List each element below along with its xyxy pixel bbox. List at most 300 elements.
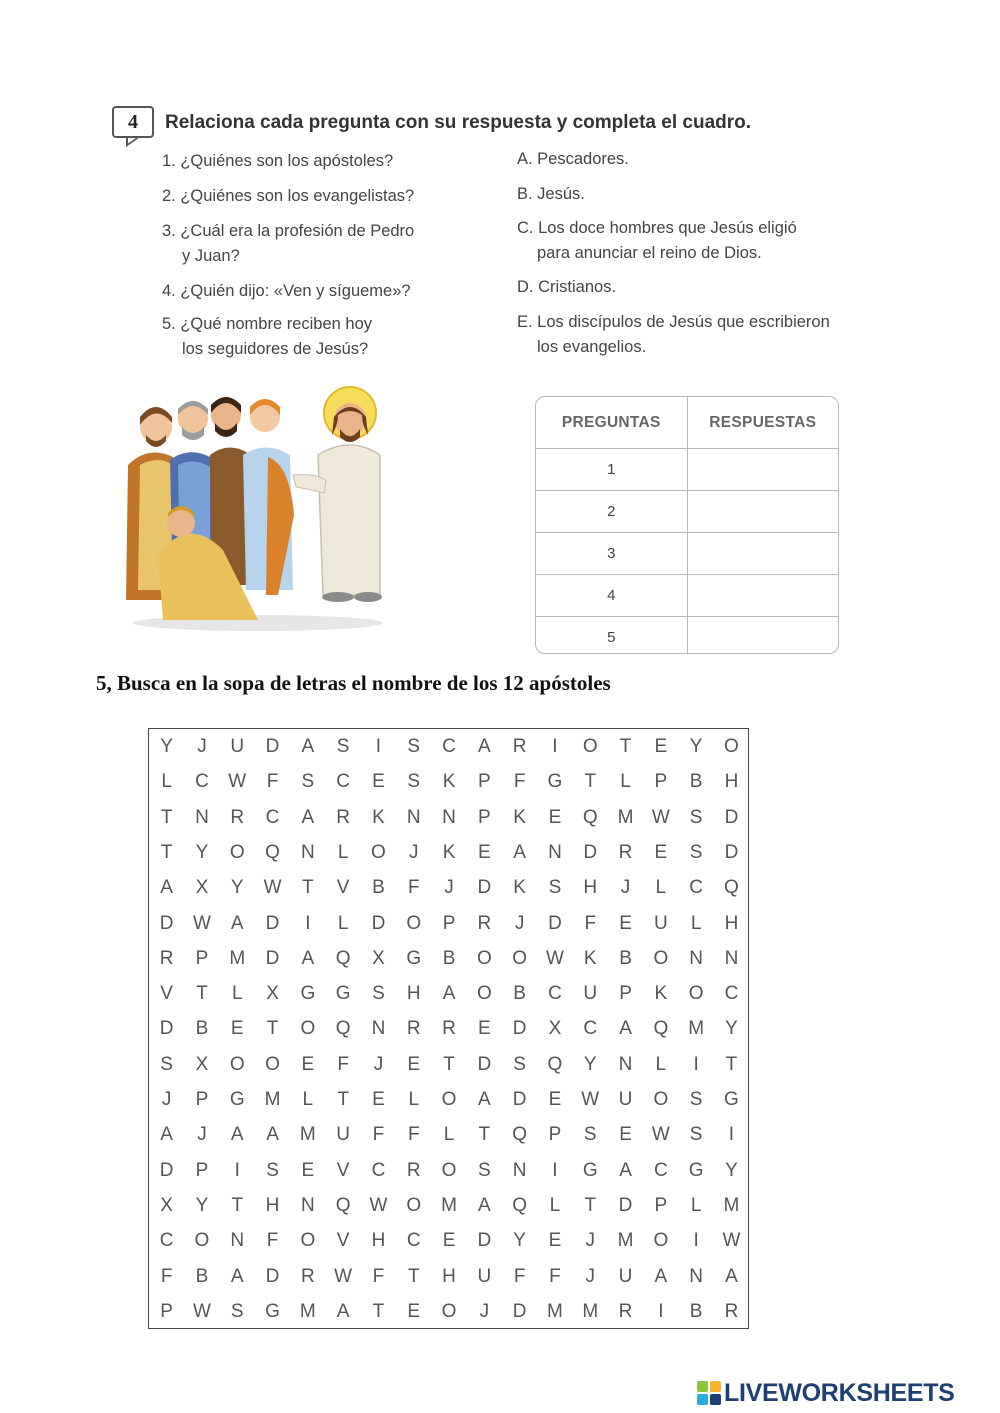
grid-letter[interactable]: P (477, 771, 491, 793)
grid-letter[interactable]: Q (653, 1018, 669, 1040)
grid-letter[interactable]: H (724, 771, 739, 793)
grid-letter[interactable]: L (337, 912, 349, 934)
grid-letter[interactable]: E (619, 912, 632, 934)
grid-letter[interactable]: G (335, 983, 351, 1005)
grid-letter[interactable]: M (582, 1300, 599, 1322)
grid-letter[interactable]: O (441, 1159, 457, 1181)
grid-letter[interactable]: I (234, 1159, 240, 1181)
grid-letter[interactable]: G (300, 983, 316, 1005)
grid-letter[interactable]: E (442, 1230, 456, 1252)
grid-letter[interactable]: M (688, 1018, 705, 1040)
grid-letter[interactable]: T (266, 1018, 279, 1040)
grid-letter[interactable]: M (229, 947, 246, 969)
grid-letter[interactable]: A (442, 983, 456, 1005)
grid-letter[interactable]: O (371, 841, 386, 863)
grid-letter[interactable]: N (618, 1053, 633, 1075)
grid-row (149, 870, 748, 905)
grid-letter[interactable]: P (654, 771, 668, 793)
grid-letter[interactable]: P (442, 912, 456, 934)
grid-letter[interactable]: A (230, 1265, 244, 1287)
grid-letter[interactable]: C (336, 771, 351, 793)
grid-letter[interactable]: E (477, 841, 491, 863)
grid-letter[interactable]: N (689, 947, 704, 969)
grid-letter[interactable]: D (265, 736, 280, 757)
grid-letter[interactable]: D (512, 1300, 527, 1322)
grid-letter[interactable]: P (195, 1159, 209, 1181)
grid-letter[interactable]: P (654, 1194, 668, 1216)
grid-letter[interactable]: V (160, 983, 173, 1005)
answer-cell[interactable] (687, 491, 839, 532)
grid-letter[interactable]: N (406, 806, 421, 828)
grid-letter[interactable]: K (372, 806, 385, 828)
grid-letter[interactable]: O (441, 1089, 457, 1110)
grid-letter[interactable]: R (618, 841, 633, 863)
grid-letter[interactable]: I (552, 1159, 558, 1181)
grid-letter[interactable]: R (300, 1265, 315, 1287)
grid-letter[interactable]: D (548, 912, 562, 934)
grid-letter[interactable]: F (266, 1230, 279, 1252)
grid-letter[interactable]: F (513, 1265, 526, 1287)
grid-letter[interactable]: L (161, 771, 172, 793)
grid-letter[interactable]: I (552, 736, 558, 757)
grid-letter[interactable]: D (159, 1159, 174, 1181)
grid-letter[interactable]: W (581, 1089, 600, 1110)
grid-letter[interactable]: A (301, 736, 315, 757)
grid-letter[interactable]: U (618, 1089, 633, 1110)
grid-letter[interactable]: F (160, 1265, 173, 1287)
grid-letter[interactable]: G (265, 1300, 280, 1322)
grid-letter[interactable]: U (230, 736, 245, 757)
grid-letter[interactable]: C (548, 983, 562, 1005)
grid-letter[interactable]: L (302, 1089, 314, 1110)
grid-letter[interactable]: J (585, 1230, 595, 1252)
grid-letter[interactable]: O (512, 947, 528, 969)
grid-letter[interactable]: O (194, 1230, 210, 1252)
answer-cell[interactable] (687, 617, 839, 654)
grid-letter[interactable]: A (160, 1124, 173, 1146)
grid-letter[interactable]: L (337, 841, 349, 863)
grid-letter[interactable]: A (619, 1018, 632, 1040)
grid-letter[interactable]: R (442, 1018, 456, 1040)
grid-letter[interactable]: Q (512, 1124, 528, 1146)
grid-letter[interactable]: A (477, 1089, 491, 1110)
grid-letter[interactable]: E (619, 1124, 632, 1146)
grid-letter[interactable]: S (477, 1159, 491, 1181)
grid-letter[interactable]: Y (725, 1159, 738, 1181)
grid-letter[interactable]: O (476, 947, 492, 969)
grid-letter[interactable]: E (301, 1053, 315, 1075)
grid-letter[interactable]: L (408, 1089, 420, 1110)
grid-letter[interactable]: C (265, 806, 280, 828)
grid-letter[interactable]: M (617, 1230, 634, 1252)
grid-letter[interactable]: T (372, 1300, 385, 1322)
grid-letter[interactable]: C (406, 1230, 421, 1252)
grid-letter[interactable]: S (689, 1124, 703, 1146)
grid-letter[interactable]: A (477, 736, 491, 757)
grid-letter[interactable]: W (722, 1230, 741, 1252)
grid-letter[interactable]: E (477, 1018, 491, 1040)
grid-letter[interactable]: F (549, 1265, 561, 1287)
grid-letter[interactable]: D (371, 912, 386, 934)
grid-letter[interactable]: R (406, 1018, 421, 1040)
grid-letter[interactable]: L (443, 1124, 455, 1146)
grid-letter[interactable]: T (584, 771, 597, 793)
grid-letter[interactable]: T (160, 841, 173, 863)
grid-letter[interactable]: I (693, 1053, 699, 1075)
grid-letter[interactable]: M (617, 806, 634, 828)
grid-letter[interactable]: I (375, 736, 382, 757)
grid-letter[interactable]: Q (512, 1194, 528, 1216)
grid-letter[interactable]: I (305, 912, 311, 934)
grid-letter[interactable]: A (654, 1265, 668, 1287)
grid-letter[interactable]: I (693, 1230, 699, 1252)
grid-letter[interactable]: O (653, 947, 669, 969)
grid-letter[interactable]: M (547, 1300, 563, 1322)
grid-letter[interactable]: Y (160, 736, 173, 757)
grid-letter[interactable]: O (265, 1053, 280, 1075)
grid-letter[interactable]: U (618, 1265, 633, 1287)
grid-letter[interactable]: N (512, 1159, 527, 1181)
grid-letter[interactable]: U (477, 1265, 492, 1287)
grid-letter[interactable]: N (371, 1018, 386, 1040)
grid-letter[interactable]: N (300, 1194, 315, 1216)
grid-letter[interactable]: A (160, 877, 173, 899)
grid-letter[interactable]: N (300, 841, 315, 863)
grid-letter[interactable]: P (619, 983, 632, 1005)
grid-letter[interactable]: D (583, 841, 598, 863)
grid-letter[interactable]: S (407, 771, 421, 793)
grid-letter[interactable]: D (512, 1089, 527, 1110)
grid-letter[interactable]: A (266, 1124, 279, 1146)
grid-letter[interactable]: F (337, 1053, 349, 1075)
grid-letter[interactable]: N (724, 947, 739, 969)
grid-letter[interactable]: P (160, 1300, 173, 1322)
grid-letter[interactable]: R (406, 1159, 421, 1181)
grid-letter[interactable]: L (690, 1194, 702, 1216)
grid-letter[interactable]: K (654, 983, 668, 1005)
grid-letter[interactable]: V (336, 1159, 350, 1181)
grid-letter[interactable]: W (263, 877, 282, 899)
grid-letter[interactable]: M (723, 1194, 740, 1216)
grid-letter[interactable]: U (653, 912, 668, 934)
grid-letter[interactable]: Q (335, 1018, 351, 1040)
grid-letter[interactable]: C (442, 736, 456, 757)
grid-letter[interactable]: Y (689, 736, 703, 757)
grid-letter[interactable]: B (689, 771, 703, 793)
grid-letter[interactable]: P (477, 806, 491, 828)
grid-letter[interactable]: O (229, 841, 245, 863)
grid-letter[interactable]: H (724, 912, 739, 934)
grid-letter[interactable]: C (159, 1230, 174, 1252)
grid-letter[interactable]: J (479, 1300, 490, 1322)
grid-letter[interactable]: D (724, 806, 739, 828)
grid-letter[interactable]: K (583, 947, 597, 969)
grid-letter[interactable]: S (336, 736, 350, 757)
grid-letter[interactable]: X (195, 877, 209, 899)
grid-letter[interactable]: B (195, 1018, 209, 1040)
grid-letter[interactable]: T (584, 1194, 597, 1216)
grid-letter[interactable]: X (160, 1194, 173, 1216)
grid-letter[interactable]: R (336, 806, 351, 828)
grid-letter[interactable]: N (195, 806, 209, 828)
grid-letter[interactable]: F (372, 1124, 385, 1146)
grid-letter[interactable]: S (548, 877, 562, 899)
grid-letter[interactable]: D (265, 947, 280, 969)
grid-letter[interactable]: R (618, 1300, 633, 1322)
grid-letter[interactable]: G (582, 1159, 598, 1181)
grid-letter[interactable]: F (407, 1124, 420, 1146)
grid-letter[interactable]: B (619, 947, 632, 969)
grid-letter[interactable]: H (583, 877, 598, 899)
grid-letter[interactable]: A (619, 1159, 632, 1181)
grid-letter[interactable]: U (336, 1124, 351, 1146)
grid-row (149, 1259, 748, 1294)
header-preguntas: PREGUNTAS (561, 413, 661, 431)
grid-letter[interactable]: S (372, 983, 385, 1005)
grid-letter[interactable]: O (229, 1053, 245, 1075)
grid-letter[interactable]: Y (725, 1018, 738, 1040)
grid-letter[interactable]: Q (335, 1194, 351, 1216)
grid-letter[interactable]: E (301, 1159, 315, 1181)
grid-letter[interactable]: P (548, 1124, 562, 1146)
grid-letter[interactable]: L (231, 983, 243, 1005)
grid-letter[interactable]: Y (230, 877, 244, 899)
grid-letter[interactable]: E (548, 806, 562, 828)
grid-letter[interactable]: C (371, 1159, 386, 1181)
answer-table (535, 396, 839, 654)
grid-letter[interactable]: N (230, 1230, 245, 1252)
grid-letter[interactable]: R (230, 806, 245, 828)
grid-letter[interactable]: A (301, 806, 315, 828)
grid-letter[interactable]: C (195, 771, 209, 793)
grid-letter[interactable]: F (513, 771, 526, 793)
grid-letter[interactable]: L (690, 912, 702, 934)
grid-letter[interactable]: J (620, 877, 631, 899)
grid-letter[interactable]: E (407, 1053, 421, 1075)
grid-letter[interactable]: O (653, 1230, 669, 1252)
grid-letter[interactable]: N (689, 1265, 704, 1287)
grid-letter[interactable]: E (230, 1018, 244, 1040)
grid-letter[interactable]: K (442, 841, 456, 863)
grid-letter[interactable]: A (230, 1124, 244, 1146)
grid-letter[interactable]: J (197, 1124, 207, 1146)
grid-letter[interactable]: W (192, 912, 211, 934)
grid-letter[interactable]: H (371, 1230, 386, 1252)
grid-letter[interactable]: H (406, 983, 421, 1005)
grid-letter[interactable]: J (373, 1053, 384, 1075)
grid-letter[interactable]: A (301, 947, 315, 969)
grid-letter[interactable]: O (406, 912, 422, 934)
grid-letter[interactable]: O (653, 1089, 669, 1110)
grid-letter[interactable]: L (620, 771, 631, 793)
grid-letter[interactable]: I (658, 1300, 664, 1322)
grid-letter[interactable]: O (406, 1194, 422, 1216)
grid-letter[interactable]: E (407, 1300, 421, 1322)
grid-letter[interactable]: O (582, 736, 598, 757)
grid-letter[interactable]: Y (195, 841, 209, 863)
grid-letter[interactable]: E (548, 1089, 562, 1110)
grid-letter[interactable]: F (372, 1265, 385, 1287)
grid-letter[interactable]: P (195, 947, 209, 969)
grid-letter[interactable]: R (159, 947, 174, 969)
grid-letter[interactable]: S (583, 1124, 597, 1146)
grid-letter[interactable]: T (196, 983, 208, 1005)
grid-letter[interactable]: T (478, 1124, 491, 1146)
grid-letter[interactable]: B (195, 1265, 209, 1287)
grid-letter[interactable]: W (651, 806, 670, 828)
grid-letter[interactable]: S (407, 736, 421, 757)
grid-letter[interactable]: B (442, 947, 456, 969)
grid-letter[interactable]: S (230, 1300, 244, 1322)
grid-letter[interactable]: K (513, 806, 526, 828)
grid-letter[interactable]: D (159, 912, 174, 934)
grid-letter[interactable]: J (585, 1265, 595, 1287)
grid-letter[interactable]: P (195, 1089, 209, 1110)
grid-letter[interactable]: S (689, 806, 703, 828)
grid-letter[interactable]: E (654, 841, 668, 863)
grid-letter[interactable]: G (406, 947, 422, 969)
grid-letter[interactable]: O (300, 1018, 316, 1040)
grid-letter[interactable]: T (725, 1053, 738, 1075)
grid-letter[interactable]: W (334, 1265, 353, 1287)
grid-letter[interactable]: D (265, 1265, 280, 1287)
grid-letter[interactable]: O (724, 736, 739, 757)
grid-letter[interactable]: O (476, 983, 492, 1005)
grid-letter[interactable]: D (477, 1230, 492, 1252)
grid-letter[interactable]: R (512, 736, 527, 757)
grid-letter[interactable]: K (513, 877, 526, 899)
grid-letter[interactable]: D (159, 1018, 174, 1040)
grid-letter[interactable]: S (266, 1159, 279, 1181)
grid-letter[interactable]: C (653, 1159, 668, 1181)
grid-letter[interactable]: X (266, 983, 279, 1005)
grid-letter[interactable]: J (444, 877, 454, 899)
grid-letter[interactable]: A (477, 1194, 491, 1216)
grid-letter[interactable]: C (689, 877, 704, 899)
grid-letter[interactable]: D (265, 912, 280, 934)
answer-cell[interactable] (687, 533, 839, 574)
grid-letter[interactable]: T (619, 736, 632, 757)
grid-letter[interactable]: R (724, 1300, 739, 1322)
grid-letter[interactable]: F (584, 912, 597, 934)
grid-letter[interactable]: L (655, 877, 667, 899)
grid-letter[interactable]: H (442, 1265, 456, 1287)
grid-letter[interactable]: S (513, 1053, 526, 1075)
grid-letter[interactable]: O (441, 1300, 457, 1322)
grid-letter[interactable]: J (161, 1089, 172, 1110)
grid-letter[interactable]: S (689, 841, 703, 863)
answer-cell[interactable] (687, 575, 839, 616)
grid-letter[interactable]: O (300, 1230, 316, 1252)
grid-letter[interactable]: N (548, 841, 562, 863)
grid-letter[interactable]: D (477, 1053, 492, 1075)
grid-letter[interactable]: D (618, 1194, 633, 1216)
grid-letter[interactable]: I (728, 1124, 735, 1146)
grid-letter[interactable]: F (266, 771, 279, 793)
grid-letter[interactable]: D (512, 1018, 527, 1040)
grid-letter[interactable]: M (299, 1124, 316, 1146)
grid-letter[interactable]: A (513, 841, 526, 863)
grid-letter[interactable]: W (545, 947, 564, 969)
grid-letter[interactable]: M (441, 1194, 457, 1216)
grid-letter[interactable]: S (160, 1053, 173, 1075)
grid-letter[interactable]: T (231, 1194, 244, 1216)
grid-letter[interactable]: U (583, 983, 598, 1005)
grid-letter[interactable]: E (654, 736, 668, 757)
grid-letter[interactable]: A (230, 912, 244, 934)
grid-letter[interactable]: N (442, 806, 456, 828)
grid-letter[interactable]: Q (547, 1053, 563, 1075)
grid-letter[interactable]: E (372, 1089, 385, 1110)
grid-letter[interactable]: T (407, 1265, 420, 1287)
grid-letter[interactable]: F (407, 877, 420, 899)
grid-letter[interactable]: G (688, 1159, 704, 1181)
grid-letter[interactable]: T (160, 806, 173, 828)
grid-letter[interactable]: W (192, 1300, 211, 1322)
grid-letter[interactable]: L (655, 1053, 667, 1075)
grid-letter[interactable]: W (369, 1194, 388, 1216)
grid-letter[interactable]: D (477, 877, 492, 899)
grid-letter[interactable]: G (724, 1089, 739, 1110)
grid-letter[interactable]: Y (583, 1053, 597, 1075)
grid-letter[interactable]: Q (335, 947, 351, 969)
grid-letter[interactable]: A (725, 1265, 738, 1287)
grid-letter[interactable]: Q (724, 877, 739, 899)
grid-letter[interactable]: Y (195, 1194, 209, 1216)
grid-letter[interactable]: A (336, 1300, 350, 1322)
grid-letter[interactable]: K (442, 771, 456, 793)
grid-letter[interactable]: M (299, 1300, 316, 1322)
grid-letter[interactable]: T (302, 877, 314, 899)
grid-letter[interactable]: B (689, 1300, 703, 1322)
answer-cell[interactable] (687, 449, 839, 490)
grid-letter[interactable]: O (688, 983, 704, 1005)
grid-letter[interactable]: X (548, 1018, 562, 1040)
grid-letter[interactable]: G (229, 1089, 245, 1110)
grid-letter[interactable]: W (228, 771, 247, 793)
grid-letter[interactable]: V (336, 877, 350, 899)
grid-letter[interactable]: B (513, 983, 526, 1005)
grid-letter[interactable]: C (724, 983, 739, 1005)
grid-letter[interactable]: M (264, 1089, 281, 1110)
grid-letter[interactable]: E (548, 1230, 562, 1252)
grid-letter[interactable]: X (195, 1053, 209, 1075)
grid-letter[interactable]: Q (582, 806, 598, 828)
grid-letter[interactable]: Q (265, 841, 280, 863)
grid-letter[interactable]: R (477, 912, 492, 934)
grid-letter[interactable]: J (408, 841, 419, 863)
grid-letter[interactable]: J (197, 736, 207, 757)
grid-letter[interactable]: B (372, 877, 385, 899)
grid-letter[interactable]: G (547, 771, 563, 793)
grid-letter[interactable]: S (689, 1089, 703, 1110)
grid-letter[interactable]: H (265, 1194, 280, 1216)
grid-letter[interactable]: E (372, 771, 385, 793)
grid-letter[interactable]: T (443, 1053, 455, 1075)
grid-letter[interactable]: W (651, 1124, 670, 1146)
grid-letter[interactable]: D (724, 841, 739, 863)
grid-letter[interactable]: C (583, 1018, 598, 1040)
grid-letter[interactable]: X (372, 947, 385, 969)
grid-letter[interactable]: J (514, 912, 525, 934)
grid-letter[interactable]: T (337, 1089, 349, 1110)
grid-letter[interactable]: L (549, 1194, 561, 1216)
grid-letter[interactable]: Y (513, 1230, 526, 1252)
grid-letter[interactable]: V (336, 1230, 350, 1252)
question-5: 5. ¿Qué nombre reciben hoy los seguidores de Jesús? (162, 315, 373, 358)
question-number-cell: 5 (607, 629, 616, 646)
grid-letter[interactable]: S (301, 771, 315, 793)
